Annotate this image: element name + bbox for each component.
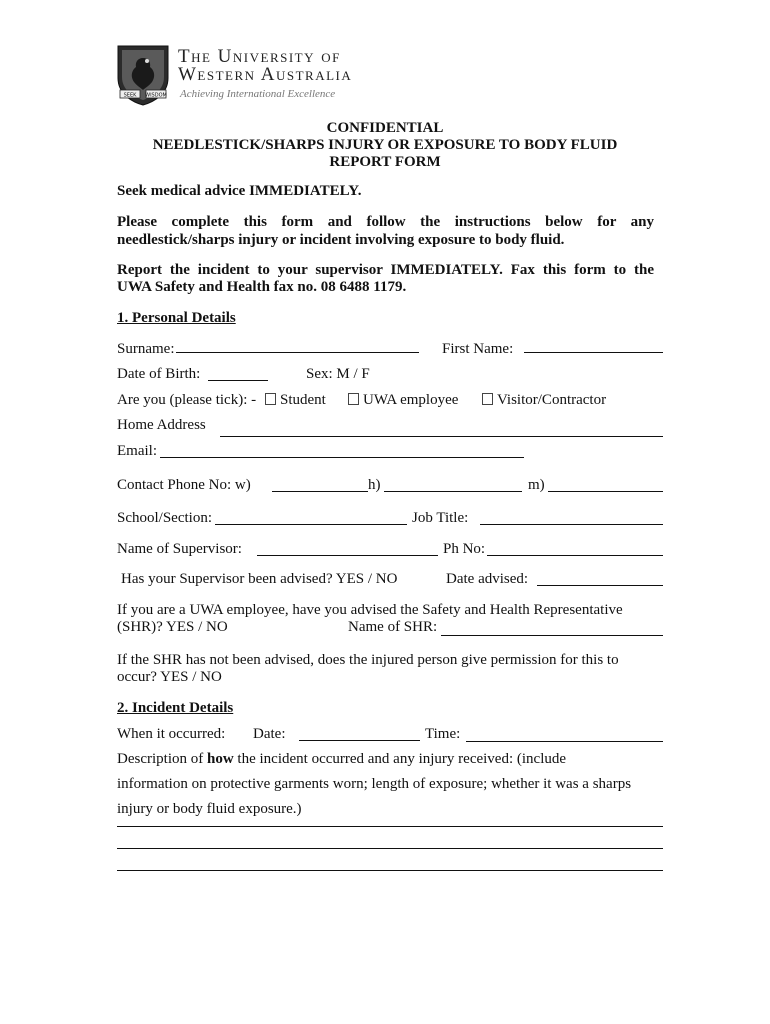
ph-no-label: Ph No: <box>443 541 486 557</box>
school-field[interactable] <box>215 524 407 525</box>
description-line2: information on protective garments worn; length of exposure; whether it was a sharps <box>117 776 632 792</box>
are-you-label: Are you (please tick): - <box>117 392 257 408</box>
first-name-label: First Name: <box>442 341 514 357</box>
title-report-form: REPORT FORM <box>329 154 441 170</box>
description-pre: Description of <box>117 751 207 767</box>
visitor-label: Visitor/Contractor <box>497 392 607 408</box>
incident-date-label: Date: <box>253 726 286 742</box>
supervisor-advised-question[interactable]: Has your Supervisor been advised? YES / NO <box>121 571 398 587</box>
visitor-checkbox[interactable] <box>482 393 493 405</box>
dob-field[interactable] <box>208 380 268 381</box>
employee-option[interactable] <box>348 392 458 409</box>
school-label: School/Section: <box>117 510 212 526</box>
university-crest <box>116 44 170 106</box>
crest-motto-left: SEEK <box>123 92 137 99</box>
visitor-option[interactable] <box>482 392 606 409</box>
instructions-line1: Please complete this form and follow the instructions below for any <box>117 214 654 230</box>
description-field-line3[interactable] <box>117 870 663 871</box>
title-confidential: CONFIDENTIAL <box>326 120 444 136</box>
email-label: Email: <box>117 443 157 459</box>
contact-phone-label: Contact Phone No: w) <box>117 477 251 493</box>
seek-advice: Seek medical advice IMMEDIATELY. <box>117 183 362 199</box>
description-how: how <box>206 751 234 767</box>
tagline: Achieving International Excellence <box>180 88 336 100</box>
phone-mobile-field[interactable] <box>548 491 663 492</box>
phone-mobile-label: m) <box>528 477 545 493</box>
incident-time-field[interactable] <box>466 741 663 742</box>
student-label: Student <box>280 392 326 408</box>
university-name-line1: The University of <box>178 46 341 67</box>
name-shr-field[interactable] <box>441 635 663 636</box>
supervisor-field[interactable] <box>257 555 438 556</box>
first-name-field[interactable] <box>524 352 663 353</box>
supervisor-label: Name of Supervisor: <box>117 541 242 557</box>
job-title-label: Job Title: <box>412 510 469 526</box>
report-line2: UWA Safety and Health fax no. 08 6488 1179. <box>117 279 407 295</box>
permission-line1: If the SHR has not been advised, does the injured person give permission for this to <box>117 652 619 668</box>
date-advised-label: Date advised: <box>446 571 529 587</box>
phone-work-field[interactable] <box>272 491 368 492</box>
report-line1: Report the incident to your supervisor IMMEDIATELY. Fax this form to the <box>117 262 654 278</box>
phone-home-field[interactable] <box>384 491 522 492</box>
job-title-field[interactable] <box>480 524 663 525</box>
incident-date-field[interactable] <box>299 740 420 741</box>
sex-label[interactable]: Sex: M / F <box>306 366 370 382</box>
permission-line2[interactable]: occur? YES / NO <box>117 669 222 685</box>
shr-question-line1: If you are a UWA employee, have you advised the Safety and Health Representative <box>117 602 623 618</box>
home-address-label: Home Address <box>117 417 206 433</box>
employee-checkbox[interactable] <box>348 393 359 405</box>
name-shr-label: Name of SHR: <box>348 619 438 635</box>
employee-label: UWA employee <box>363 392 459 408</box>
incident-time-label: Time: <box>425 726 461 742</box>
crest-motto-right: WISDOM <box>145 92 167 99</box>
ph-no-field[interactable] <box>487 555 663 556</box>
instructions-line2: needlestick/sharps injury or incident involving exposure to body fluid. <box>117 232 565 248</box>
date-advised-field[interactable] <box>537 585 663 586</box>
description-post: the incident occurred and any injury received: (include <box>233 751 567 767</box>
dob-label: Date of Birth: <box>117 366 201 382</box>
description-line1 <box>117 751 566 768</box>
shr-question-line2[interactable]: (SHR)? YES / NO <box>117 619 228 635</box>
surname-label: Surname: <box>117 341 175 357</box>
description-line3: injury or body fluid exposure.) <box>117 801 302 817</box>
phone-home-label: h) <box>368 477 381 493</box>
student-checkbox[interactable] <box>265 393 276 405</box>
student-option[interactable] <box>265 392 326 409</box>
when-occurred-label: When it occurred: <box>117 726 226 742</box>
section-incident-heading: 2. Incident Details <box>117 700 234 716</box>
description-field-line2[interactable] <box>117 848 663 849</box>
surname-field[interactable] <box>176 352 419 353</box>
description-field-line1[interactable] <box>117 826 663 827</box>
title-main: NEEDLESTICK/SHARPS INJURY OR EXPOSURE TO BODY FLUID <box>152 137 618 153</box>
email-field[interactable] <box>160 457 524 458</box>
university-name-line2: Western Australia <box>178 64 353 85</box>
home-address-field[interactable] <box>220 436 663 437</box>
section-personal-heading: 1. Personal Details <box>117 310 236 326</box>
